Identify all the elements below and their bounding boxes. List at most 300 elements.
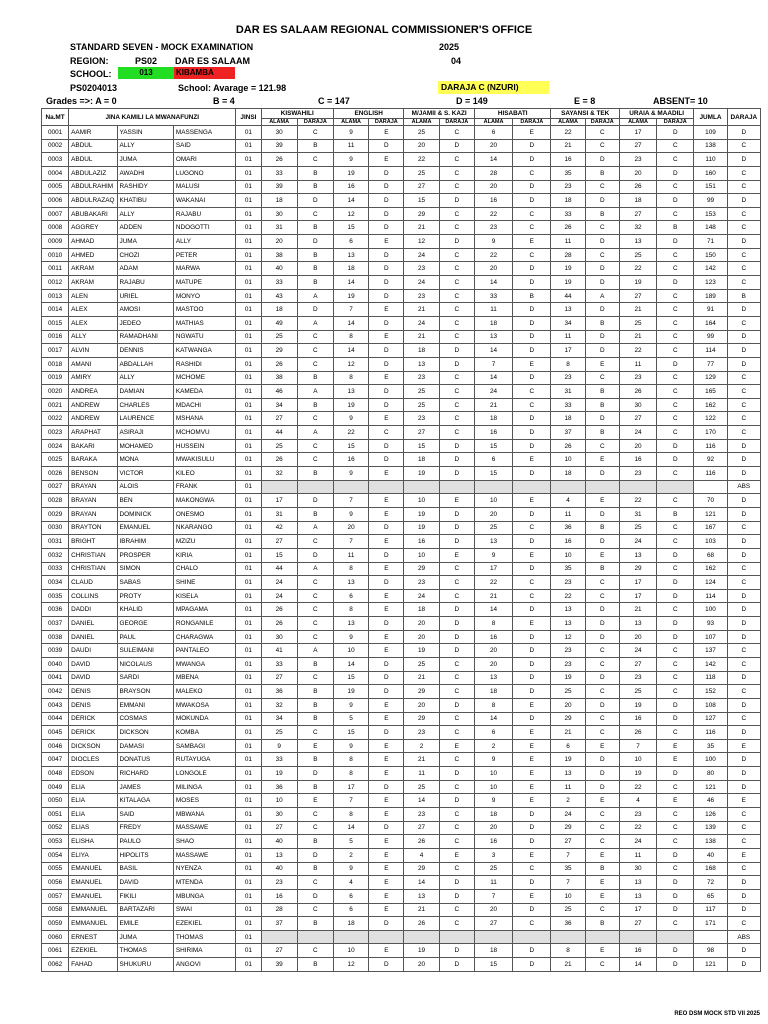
table-cell: ALEX xyxy=(69,303,117,317)
table-cell: 21 xyxy=(551,958,585,972)
table-cell: B xyxy=(297,398,333,412)
table-cell: JEDEO xyxy=(117,316,173,330)
table-cell: 22 xyxy=(619,494,656,508)
table-cell: 9 xyxy=(333,630,368,644)
table-cell: 9 xyxy=(474,548,512,562)
table-cell: 40 xyxy=(261,862,297,876)
table-cell: JAMES xyxy=(117,780,173,794)
table-cell: 13 xyxy=(619,235,656,249)
table-cell: 20 xyxy=(474,507,512,521)
col-header-sayansi: SAYANSI & TEK xyxy=(551,109,619,119)
table-cell: C xyxy=(297,617,333,631)
table-cell: D xyxy=(439,507,474,521)
table-cell: B xyxy=(585,521,619,535)
table-cell: CHARAGWA xyxy=(173,630,235,644)
table-cell: 8 xyxy=(333,808,368,822)
exam-year: 2025 xyxy=(439,42,460,52)
table-cell: 15 xyxy=(404,439,439,453)
table-cell: 14 xyxy=(404,794,439,808)
table-cell: E xyxy=(585,848,619,862)
table-cell: KATWANGA xyxy=(173,344,235,358)
table-cell: 0010 xyxy=(42,248,69,262)
table-cell: 25 xyxy=(619,316,656,330)
table-cell: ALEN xyxy=(69,289,117,303)
table-cell: 01 xyxy=(236,439,261,453)
table-cell: 39 xyxy=(261,180,297,194)
table-cell: D xyxy=(585,467,619,481)
table-cell: 189 xyxy=(694,289,727,303)
table-cell: 8 xyxy=(333,562,368,576)
table-cell: E xyxy=(369,848,404,862)
table-row xyxy=(42,221,761,235)
table-cell: 23 xyxy=(551,180,585,194)
table-cell: E xyxy=(513,767,551,781)
table-cell: D xyxy=(657,712,694,726)
table-cell: D xyxy=(513,603,551,617)
table-cell: D xyxy=(657,235,694,249)
table-cell: B xyxy=(657,221,694,235)
table-cell: CHALO xyxy=(173,562,235,576)
table-cell: E xyxy=(585,889,619,903)
absent-count: ABSENT= 10 xyxy=(653,96,708,106)
table-cell: 5 xyxy=(333,712,368,726)
table-cell: 171 xyxy=(694,917,727,931)
table-cell: 13 xyxy=(261,848,297,862)
table-cell: D xyxy=(657,126,694,140)
table-cell: 139 xyxy=(694,821,727,835)
table-cell: 20 xyxy=(261,235,297,249)
table-cell: 9 xyxy=(474,235,512,249)
table-cell: 124 xyxy=(694,576,727,590)
table-cell: 20 xyxy=(404,698,439,712)
table-cell: 01 xyxy=(236,617,261,631)
table-cell: D xyxy=(369,166,404,180)
table-cell: HIPOLITS xyxy=(117,848,173,862)
table-cell: 21 xyxy=(404,330,439,344)
table-cell: 19 xyxy=(619,276,656,290)
table-cell: D xyxy=(297,303,333,317)
table-cell: 116 xyxy=(694,439,727,453)
table-cell: JUMA xyxy=(117,235,173,249)
table-cell: LAURENCE xyxy=(117,412,173,426)
table-cell: 40 xyxy=(694,848,727,862)
table-cell: D xyxy=(297,494,333,508)
table-cell: MASSAWE xyxy=(173,848,235,862)
table-cell xyxy=(474,930,512,944)
table-cell xyxy=(657,930,694,944)
table-cell: 91 xyxy=(694,303,727,317)
table-cell: 26 xyxy=(404,917,439,931)
table-cell xyxy=(513,930,551,944)
table-cell: OMARI xyxy=(173,153,235,167)
table-cell: C xyxy=(439,330,474,344)
table-cell: CHOZI xyxy=(117,248,173,262)
table-cell: D xyxy=(585,344,619,358)
table-cell: 11 xyxy=(551,507,585,521)
table-cell: B xyxy=(585,398,619,412)
col-subheader-alama: ALAMA xyxy=(551,119,585,126)
table-cell: 01 xyxy=(236,453,261,467)
table-cell: SABAS xyxy=(117,576,173,590)
table-cell: 30 xyxy=(261,207,297,221)
table-cell: 01 xyxy=(236,753,261,767)
table-cell: 17 xyxy=(551,344,585,358)
table-cell: ELIYA xyxy=(69,848,117,862)
table-cell: 22 xyxy=(404,153,439,167)
table-cell: 26 xyxy=(404,835,439,849)
table-cell: D xyxy=(657,166,694,180)
table-cell: 17 xyxy=(619,576,656,590)
table-row xyxy=(42,480,761,494)
table-row xyxy=(42,357,761,371)
table-cell: MTENDA xyxy=(173,876,235,890)
table-row xyxy=(42,303,761,317)
table-cell: D xyxy=(727,726,760,740)
table-cell: 01 xyxy=(236,194,261,208)
table-cell: 18 xyxy=(551,194,585,208)
table-cell: MWAKISULU xyxy=(173,453,235,467)
table-cell: 142 xyxy=(694,262,727,276)
table-cell: E xyxy=(369,944,404,958)
table-cell: 25 xyxy=(474,862,512,876)
table-row xyxy=(42,726,761,740)
table-cell: 99 xyxy=(694,330,727,344)
table-cell: 9 xyxy=(261,739,297,753)
table-cell: C xyxy=(297,153,333,167)
table-cell: 46 xyxy=(694,794,727,808)
table-cell: C xyxy=(439,685,474,699)
table-cell: C xyxy=(439,862,474,876)
table-cell: C xyxy=(439,780,474,794)
table-cell: BRAYAN xyxy=(69,494,117,508)
table-cell: A xyxy=(297,316,333,330)
table-cell: 01 xyxy=(236,698,261,712)
table-cell: 0002 xyxy=(42,139,69,153)
table-cell: C xyxy=(657,917,694,931)
table-cell: 01 xyxy=(236,603,261,617)
table-cell: E xyxy=(369,467,404,481)
table-cell: 20 xyxy=(474,903,512,917)
table-cell: WAKANAI xyxy=(173,194,235,208)
col-subheader-alama: ALAMA xyxy=(333,119,368,126)
table-cell: 01 xyxy=(236,426,261,440)
table-cell: MILINGA xyxy=(173,780,235,794)
table-cell: ASIRAJI xyxy=(117,426,173,440)
table-cell: MDACHI xyxy=(173,398,235,412)
table-cell: EMANUEL xyxy=(69,889,117,903)
table-row xyxy=(42,153,761,167)
table-cell: 38 xyxy=(261,371,297,385)
table-cell: D xyxy=(439,630,474,644)
table-cell: C xyxy=(585,126,619,140)
table-cell: 65 xyxy=(694,889,727,903)
table-cell: ABDULAZIZ xyxy=(69,166,117,180)
table-cell: ABDULRAHIM xyxy=(69,180,117,194)
table-cell: D xyxy=(439,535,474,549)
table-cell: E xyxy=(369,330,404,344)
table-cell: 10 xyxy=(474,780,512,794)
table-cell: B xyxy=(513,289,551,303)
table-cell: 43 xyxy=(261,289,297,303)
table-cell: 01 xyxy=(236,262,261,276)
table-row xyxy=(42,698,761,712)
table-cell: B xyxy=(297,685,333,699)
table-cell: 24 xyxy=(261,589,297,603)
table-cell: 13 xyxy=(333,385,368,399)
table-cell: 20 xyxy=(619,166,656,180)
table-cell: KHALID xyxy=(117,603,173,617)
table-cell: E xyxy=(513,794,551,808)
table-cell: 19 xyxy=(404,507,439,521)
table-cell: B xyxy=(297,958,333,972)
table-cell: 13 xyxy=(404,357,439,371)
table-cell: B xyxy=(297,248,333,262)
table-cell: 20 xyxy=(333,521,368,535)
table-cell: 01 xyxy=(236,889,261,903)
table-cell: ELIA xyxy=(69,808,117,822)
table-cell: D xyxy=(297,848,333,862)
table-row xyxy=(42,412,761,426)
table-cell: 15 xyxy=(333,439,368,453)
table-cell: 13 xyxy=(551,617,585,631)
table-cell: 11 xyxy=(551,780,585,794)
table-cell: 21 xyxy=(404,671,439,685)
table-cell: ELISHA xyxy=(69,835,117,849)
table-cell: E xyxy=(369,903,404,917)
table-cell: 0020 xyxy=(42,385,69,399)
table-row xyxy=(42,889,761,903)
table-cell: D xyxy=(439,439,474,453)
table-cell: 26 xyxy=(551,221,585,235)
table-cell: 0048 xyxy=(42,767,69,781)
school-label: SCHOOL: xyxy=(70,69,112,79)
table-cell: 7 xyxy=(474,357,512,371)
table-cell: 9 xyxy=(333,467,368,481)
table-cell: D xyxy=(513,276,551,290)
table-cell: C xyxy=(439,671,474,685)
table-cell: 18 xyxy=(619,194,656,208)
table-cell: D xyxy=(439,698,474,712)
table-cell: C xyxy=(439,126,474,140)
table-cell: SAID xyxy=(173,139,235,153)
table-cell: 151 xyxy=(694,180,727,194)
table-cell: 17 xyxy=(474,562,512,576)
table-cell: D xyxy=(657,453,694,467)
table-cell: 13 xyxy=(404,889,439,903)
grades-d: D = 149 xyxy=(456,96,488,106)
table-cell: D xyxy=(369,207,404,221)
table-cell: 137 xyxy=(694,644,727,658)
table-cell: E xyxy=(727,739,760,753)
page-title: DAR ES SALAAM REGIONAL COMMISSIONER'S OFFICE xyxy=(235,24,533,36)
table-cell: 0029 xyxy=(42,507,69,521)
table-cell: D xyxy=(727,698,760,712)
table-cell xyxy=(439,480,474,494)
table-cell: E xyxy=(657,739,694,753)
table-cell: 27 xyxy=(619,289,656,303)
table-cell: C xyxy=(727,412,760,426)
table-cell: 29 xyxy=(551,712,585,726)
table-cell: B xyxy=(297,712,333,726)
table-cell: 32 xyxy=(261,698,297,712)
table-cell: 167 xyxy=(694,521,727,535)
table-cell: ANGOVI xyxy=(173,958,235,972)
school-daraja-badge: DARAJA C (NZURI) xyxy=(438,81,549,94)
table-cell: 0062 xyxy=(42,958,69,972)
table-cell: 13 xyxy=(619,889,656,903)
table-cell: AMOSI xyxy=(117,303,173,317)
table-cell: 118 xyxy=(694,671,727,685)
table-cell: D xyxy=(513,316,551,330)
table-cell: BENSON xyxy=(69,467,117,481)
col-subheader-alama: ALAMA xyxy=(404,119,439,126)
table-cell: D xyxy=(727,589,760,603)
table-cell: C xyxy=(657,330,694,344)
table-cell: 34 xyxy=(261,398,297,412)
table-cell: 3 xyxy=(474,848,512,862)
table-cell: 0003 xyxy=(42,153,69,167)
table-cell: D xyxy=(727,889,760,903)
table-cell: D xyxy=(369,221,404,235)
table-cell: C xyxy=(297,944,333,958)
table-cell: D xyxy=(513,685,551,699)
table-cell: C xyxy=(727,712,760,726)
table-cell: 4 xyxy=(619,794,656,808)
table-cell: DONATUS xyxy=(117,753,173,767)
table-row xyxy=(42,603,761,617)
table-cell: 24 xyxy=(619,644,656,658)
table-cell: ERNEST xyxy=(69,930,117,944)
table-row xyxy=(42,671,761,685)
table-cell: MCHOMVU xyxy=(173,426,235,440)
table-cell: 0001 xyxy=(42,126,69,140)
footer-text: REO DSM MOCK STD VII 2025 xyxy=(674,1011,760,1017)
table-cell: 0060 xyxy=(42,930,69,944)
table-cell: 18 xyxy=(333,262,368,276)
table-cell: C xyxy=(657,821,694,835)
table-cell: C xyxy=(727,166,760,180)
table-cell: 29 xyxy=(404,207,439,221)
table-cell: D xyxy=(657,944,694,958)
table-cell: RAJABU xyxy=(117,276,173,290)
table-cell: D xyxy=(297,235,333,249)
table-cell: D xyxy=(657,876,694,890)
table-cell: 01 xyxy=(236,207,261,221)
table-cell: 27 xyxy=(404,821,439,835)
table-cell: BRIGHT xyxy=(69,535,117,549)
col-subheader-alama: ALAMA xyxy=(261,119,297,126)
table-cell: B xyxy=(297,917,333,931)
table-cell: 13 xyxy=(551,767,585,781)
table-cell: C xyxy=(727,316,760,330)
table-cell: D xyxy=(369,548,404,562)
table-cell: C xyxy=(657,644,694,658)
table-cell: THOMAS xyxy=(173,930,235,944)
table-cell: C xyxy=(439,289,474,303)
table-cell: FIKILI xyxy=(117,889,173,903)
table-cell: 21 xyxy=(404,753,439,767)
table-cell: 22 xyxy=(619,821,656,835)
table-cell: D xyxy=(513,371,551,385)
table-row xyxy=(42,944,761,958)
table-cell: SHUKURU xyxy=(117,958,173,972)
grades-e: E = 8 xyxy=(574,96,596,106)
table-cell: EZEKIEL xyxy=(173,917,235,931)
table-cell: C xyxy=(297,357,333,371)
table-cell: 23 xyxy=(551,371,585,385)
table-cell: 39 xyxy=(261,139,297,153)
table-cell: 01 xyxy=(236,739,261,753)
table-cell: 23 xyxy=(619,371,656,385)
table-cell: 22 xyxy=(474,207,512,221)
table-cell: 23 xyxy=(551,657,585,671)
table-cell: 9 xyxy=(474,794,512,808)
table-cell: 16 xyxy=(619,944,656,958)
table-cell: E xyxy=(369,876,404,890)
table-cell: 0025 xyxy=(42,453,69,467)
table-cell: C xyxy=(657,835,694,849)
table-cell xyxy=(439,930,474,944)
table-cell: C xyxy=(297,808,333,822)
table-cell: D xyxy=(513,671,551,685)
table-cell: 31 xyxy=(619,507,656,521)
table-cell: D xyxy=(439,453,474,467)
table-cell: 0033 xyxy=(42,562,69,576)
table-cell: 107 xyxy=(694,630,727,644)
table-cell: 22 xyxy=(619,780,656,794)
table-row xyxy=(42,289,761,303)
table-cell: 16 xyxy=(551,535,585,549)
table-cell: 0044 xyxy=(42,712,69,726)
table-cell: DICKSON xyxy=(117,726,173,740)
table-cell: C xyxy=(297,535,333,549)
table-cell: E xyxy=(369,698,404,712)
table-cell: D xyxy=(513,657,551,671)
table-cell: KITALAGA xyxy=(117,794,173,808)
table-cell: 8 xyxy=(333,603,368,617)
table-cell: MBWANA xyxy=(173,808,235,822)
table-cell: 23 xyxy=(619,467,656,481)
table-cell xyxy=(619,480,656,494)
table-cell: THOMAS xyxy=(117,944,173,958)
table-cell: 01 xyxy=(236,153,261,167)
table-cell: 0041 xyxy=(42,671,69,685)
table-cell: D xyxy=(369,398,404,412)
table-cell: 19 xyxy=(261,767,297,781)
table-cell: 27 xyxy=(404,180,439,194)
table-row xyxy=(42,330,761,344)
table-cell: 15 xyxy=(333,726,368,740)
table-cell: D xyxy=(657,576,694,590)
table-cell: 5 xyxy=(333,835,368,849)
table-cell: 18 xyxy=(474,944,512,958)
table-cell: E xyxy=(369,603,404,617)
table-cell: 19 xyxy=(551,262,585,276)
table-cell: E xyxy=(369,507,404,521)
table-cell: C xyxy=(585,248,619,262)
table-cell: 17 xyxy=(619,903,656,917)
table-cell: 100 xyxy=(694,753,727,767)
table-cell: 7 xyxy=(333,535,368,549)
table-cell: C xyxy=(585,835,619,849)
table-cell: 22 xyxy=(551,589,585,603)
table-cell: 36 xyxy=(551,917,585,931)
table-cell: D xyxy=(727,330,760,344)
table-cell: 01 xyxy=(236,576,261,590)
table-cell: SHAO xyxy=(173,835,235,849)
table-cell: B xyxy=(297,698,333,712)
table-cell: ALVIN xyxy=(69,344,117,358)
